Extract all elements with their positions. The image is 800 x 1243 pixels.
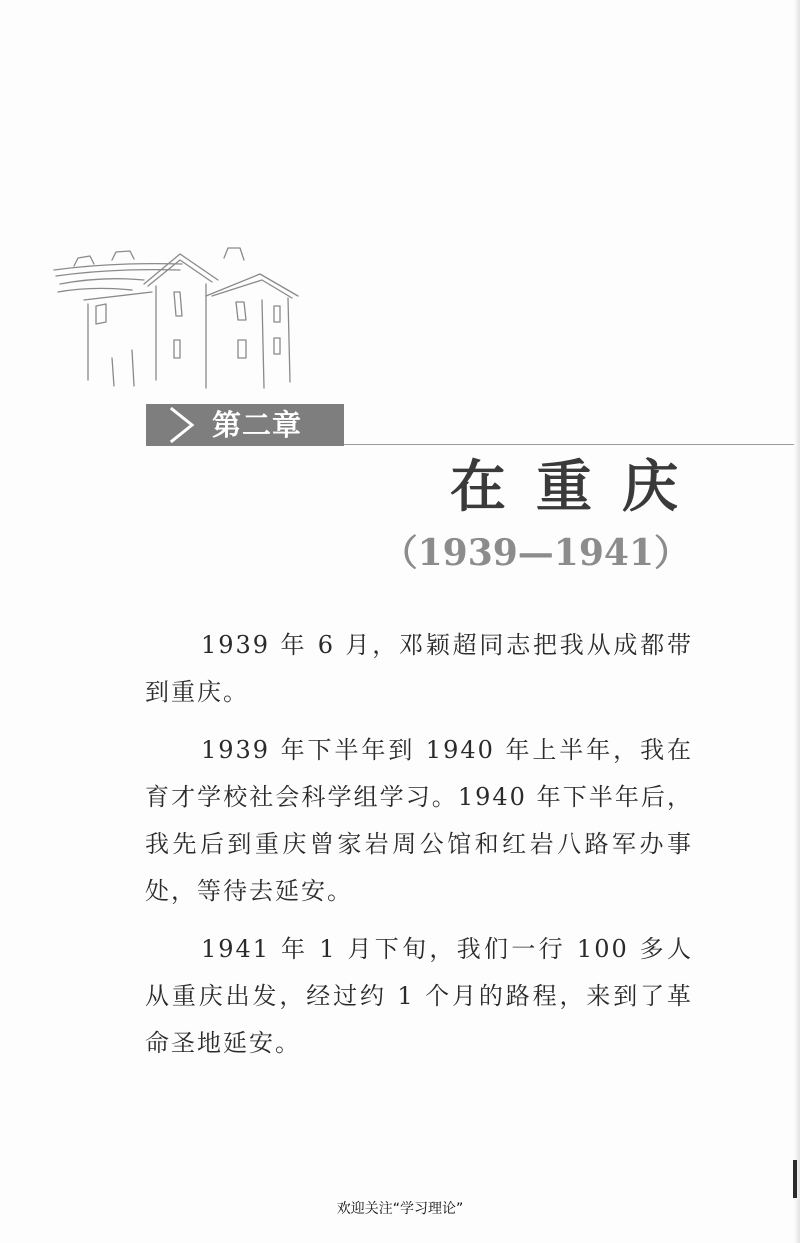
chapter-label: 第二章 xyxy=(212,408,303,442)
page-edge xyxy=(794,0,800,1243)
page-edge-mark xyxy=(793,1160,797,1198)
paragraph: 1941 年 1 月下旬，我们一行 100 多人从重庆出发，经过约 1 个月的路程，来到了革命圣地延安。 xyxy=(145,935,693,1057)
chapter-banner xyxy=(146,404,344,446)
chapter-body xyxy=(145,622,693,1078)
chevron-right-icon xyxy=(166,406,202,444)
building-sketch-icon xyxy=(52,240,312,390)
paragraph: 1939 年 6 月，邓颖超同志把我从成都带到重庆。 xyxy=(145,631,693,706)
chapter-rule xyxy=(344,444,794,445)
footer-note: 欢迎关注“学习理论” xyxy=(336,1201,464,1217)
chapter-title: 在重庆 xyxy=(450,454,708,520)
paragraph: 1939 年下半年到 1940 年上半年，我在育才学校社会科学组学习。1940 年下半年后，我先后到重庆曾家岩周公馆和红岩八路军办事处，等待去延安。 xyxy=(145,736,693,905)
chapter-years: （1939—1941） xyxy=(381,532,690,574)
